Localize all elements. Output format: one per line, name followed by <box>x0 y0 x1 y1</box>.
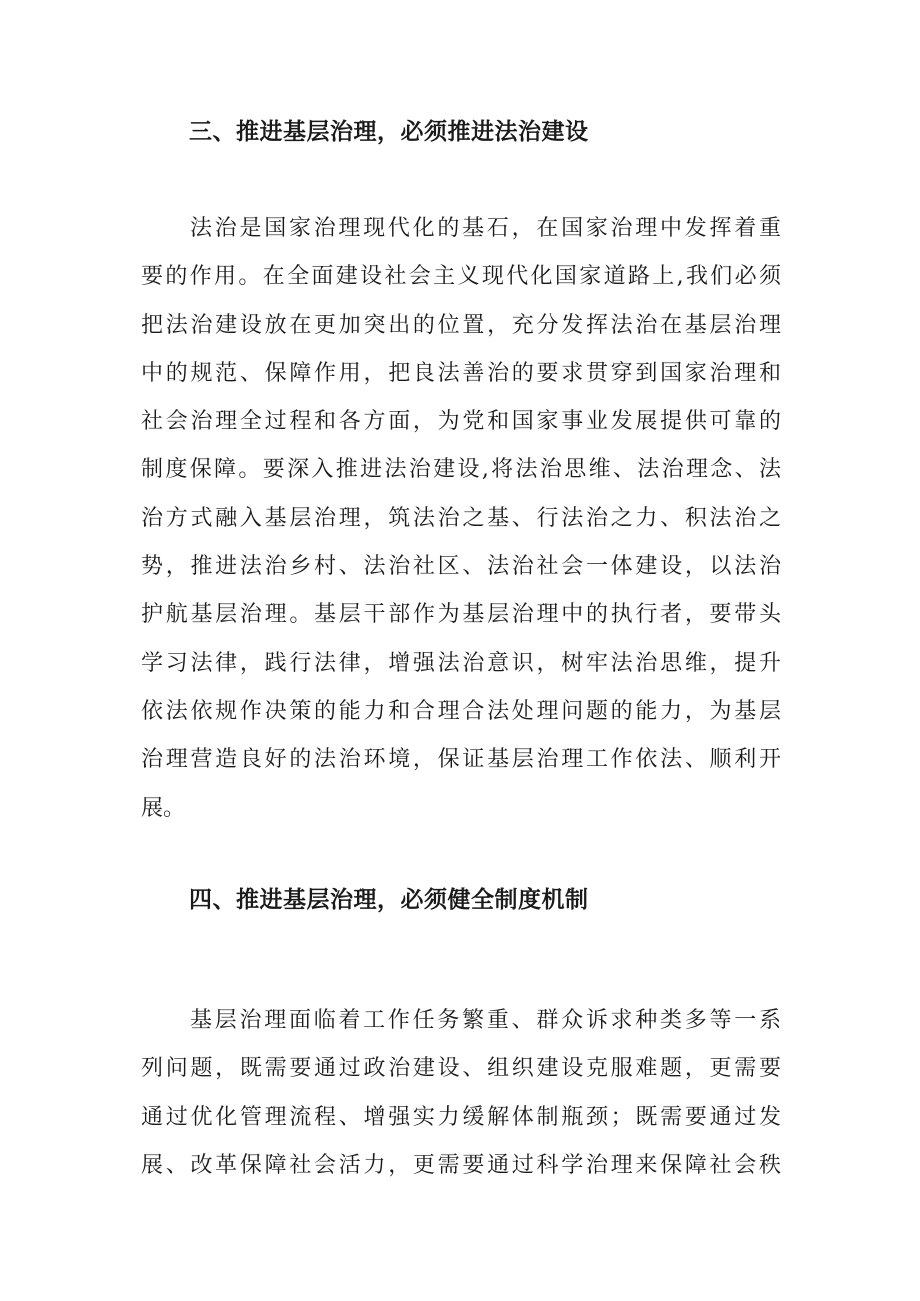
paragraph-line: 通过优化管理流程、增强实力缓解体制瓶颈；既需要通过发 <box>141 1104 781 1130</box>
section-3-paragraph <box>141 205 781 833</box>
paragraph-line: 展。 <box>141 795 186 821</box>
paragraph-line: 基层治理面临着工作任务繁重、群众诉求种类多等一系 <box>190 1008 781 1033</box>
paragraph-line: 依法依规作决策的能力和合理合法处理问题的能力，为基层 <box>141 698 781 724</box>
paragraph-line: 中的规范、保障作用，把良法善治的要求贯穿到国家治理和 <box>141 360 781 386</box>
paragraph-line: 治方式融入基层治理，筑法治之基、行法治之力、积法治之 <box>141 505 781 531</box>
paragraph-line: 护航基层治理。基层干部作为基层治理中的执行者，要带头 <box>141 602 781 628</box>
paragraph-line: 把法治建设放在更加突出的位置，充分发挥法治在基层治理 <box>141 312 781 338</box>
paragraph-line: 法治是国家治理现代化的基石，在国家治理中发挥着重 <box>190 216 781 241</box>
paragraph-line: 展、改革保障社会活力，更需要通过科学治理来保障社会秩 <box>141 1152 781 1178</box>
paragraph-line: 治理营造良好的法治环境，保证基层治理工作依法、顺利开 <box>141 747 781 773</box>
paragraph-line: 势，推进法治乡村、法治社区、法治社会一体建设，以法治 <box>141 554 781 580</box>
paragraph-line: 社会治理全过程和各方面，为党和国家事业发展提供可靠的 <box>141 409 781 435</box>
paragraph-line: 学习法律，践行法律，增强法治意识，树牢法治思维，提升 <box>141 650 781 676</box>
paragraph-line: 制度保障。要深入推进法治建设,将法治思维、法治理念、法 <box>141 457 781 483</box>
section-4-paragraph <box>141 997 781 1190</box>
paragraph-line: 列问题，既需要通过政治建设、组织建设克服难题，更需要 <box>141 1056 781 1082</box>
paragraph-line: 要的作用。在全面建设社会主义现代化国家道路上,我们必须 <box>141 264 781 290</box>
section-heading-3: 三、推进基层治理，必须推进法治建设 <box>189 119 589 145</box>
section-heading-4: 四、推进基层治理，必须健全制度机制 <box>189 887 589 913</box>
